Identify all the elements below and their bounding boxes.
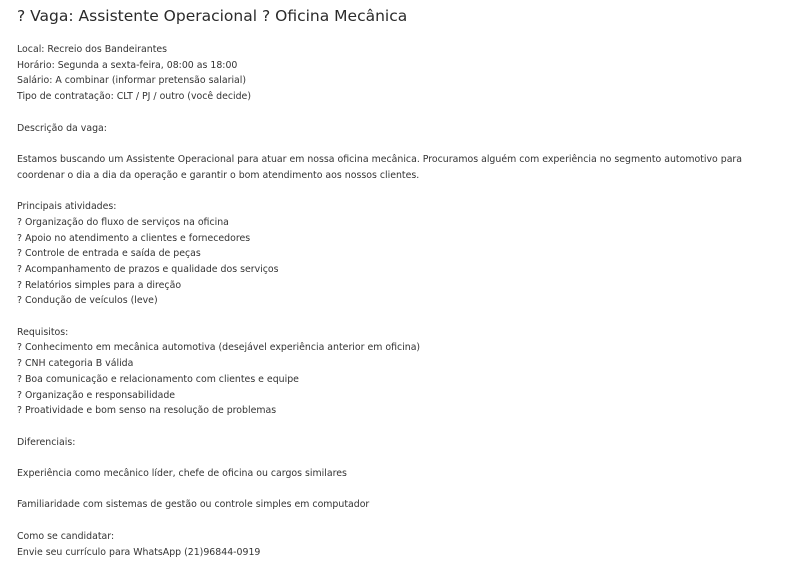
info-horario: Horário: Segunda a sexta-feira, 08:00 as 18:00 [17, 59, 238, 71]
requisito-item: ? Conhecimento em mecânica automotiva (desejável experiência anterior em oficina) [17, 342, 421, 354]
atividade-item: ? Condução de veículos (leve) [17, 295, 158, 307]
atividade-item: ? Apoio no atendimento a clientes e fornecedores [17, 232, 251, 244]
info-local: Local: Recreio dos Bandeirantes [17, 44, 168, 55]
atividade-item: ? Acompanhamento de prazos e qualidade dos serviços [17, 263, 279, 275]
requisito-item: ? CNH categoria B válida [17, 358, 134, 370]
descricao-text: Estamos buscando um Assistente Operacional para atuar em nossa oficina mecânica. Procuramos alguém com experiência no segmento automotivo para coordenar o dia a dia da operação e garantir o bom atendimento aos nossos clientes. [17, 153, 743, 181]
info-salario: Salário: A combinar (informar pretensão salarial) [17, 75, 247, 87]
descricao-heading: Descrição da vaga: [17, 122, 107, 134]
atividades-heading: Principais atividades: [17, 201, 117, 213]
page-title: ? Vaga: Assistente Operacional ? Oficina Mecânica [17, 7, 408, 25]
requisito-item: ? Boa comunicação e relacionamento com clientes e equipe [17, 373, 299, 385]
candidatura-text: Envie seu currículo para WhatsApp (21)96844-0919 [17, 546, 261, 558]
diferencial-item: Experiência como mecânico líder, chefe de oficina ou cargos similares [17, 468, 347, 480]
requisito-item: ? Organização e responsabilidade [17, 389, 176, 401]
candidatura-heading: Como se candidatar: [17, 530, 115, 542]
requisito-item: ? Proatividade e bom senso na resolução de problemas [17, 405, 277, 417]
atividade-item: ? Organização do fluxo de serviços na oficina [17, 216, 229, 228]
atividade-item: ? Controle de entrada e saída de peças [17, 248, 201, 260]
job-info [17, 42, 783, 105]
atividade-item: ? Relatórios simples para a direção [17, 279, 182, 291]
diferencial-item: Familiaridade com sistemas de gestão ou controle simples em computador [17, 499, 370, 511]
diferenciais-heading: Diferenciais: [17, 436, 76, 448]
info-tipo: Tipo de contratação: CLT / PJ / outro (você decide) [17, 91, 251, 103]
requisitos-heading: Requisitos: [17, 326, 69, 338]
